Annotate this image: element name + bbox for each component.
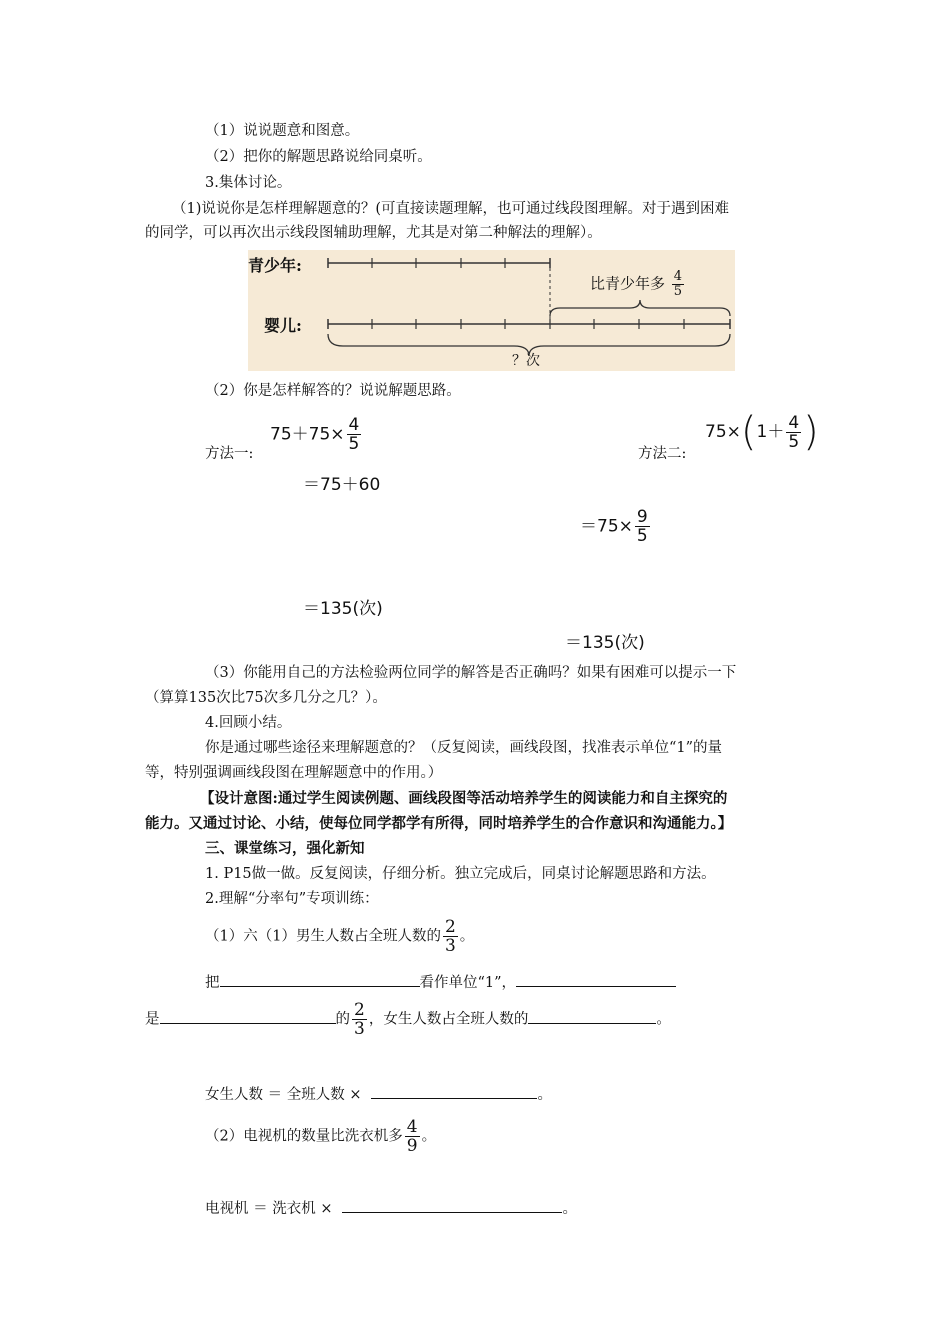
design-intent: 【设计意图:通过学生阅读例题、画线段图等活动培养学生的阅读能力和自主探究的 xyxy=(200,790,728,807)
segment-diagram xyxy=(248,250,735,371)
blank-line[interactable] xyxy=(342,1197,562,1213)
baby-label: 婴儿: xyxy=(264,316,302,335)
fraction-numerator: 4 xyxy=(348,415,360,435)
period: 。 xyxy=(562,1201,577,1217)
blank-line[interactable] xyxy=(220,971,420,987)
exercise2-lead-text: （2）电视机的数量比洗衣机多 xyxy=(205,1128,403,1145)
section-heading: 3.集体讨论。 xyxy=(205,175,292,191)
text-line: （算算135次比75次多几分之几？）。 xyxy=(145,690,387,706)
text-line: （1)说说你是怎样理解题意的？(可直接读题理解，也可通过线段图理解。对于遇到困难 xyxy=(172,201,730,217)
text-line: 2.理解“分率句”专项训练： xyxy=(205,891,379,907)
more-label xyxy=(590,270,686,299)
text-line: 你是通过哪些途径来理解题意的？（反复阅读，画线段图，找准表示单位“1”的量 xyxy=(205,740,723,756)
method2-step3: ＝135(次) xyxy=(565,633,645,653)
fraction-denominator: 5 xyxy=(636,526,648,546)
text-line: （2）你是怎样解答的？说说解题思路。 xyxy=(205,383,461,399)
fraction-denominator: 3 xyxy=(444,936,456,956)
blank-line[interactable] xyxy=(516,971,676,987)
method2-label: 方法二: xyxy=(638,446,687,462)
exercise1-equation xyxy=(205,1082,552,1108)
method2-step2 xyxy=(580,508,652,545)
fraction-numerator: 4 xyxy=(673,269,683,284)
more-fraction xyxy=(672,270,684,299)
section-heading: 4.回顾小结。 xyxy=(205,715,292,731)
fraction-numerator: 4 xyxy=(406,1117,418,1137)
paren-close: ) xyxy=(803,409,819,455)
method1-expr-text: 75＋75× xyxy=(270,424,345,445)
paren-open: ( xyxy=(740,409,757,455)
fraction-numerator: 2 xyxy=(354,1000,365,1020)
method2-step2-text: ＝75× xyxy=(580,516,633,537)
text-line: 的同学，可以再次出示线段图辅助理解，尤其是对第二种解法的理解）。 xyxy=(145,225,602,241)
method1-label: 方法一: xyxy=(205,446,254,462)
method2-inner: 1＋ xyxy=(756,422,785,442)
section-heading: 三、课堂练习，强化新知 xyxy=(205,840,365,857)
fraction-denominator: 5 xyxy=(788,431,800,452)
design-intent: 能力。又通过讨论、小结，使每位同学都学有所得，同时培养学生的合作意识和沟通能力。】 xyxy=(145,815,733,832)
period: 。 xyxy=(656,1011,671,1028)
fraction-denominator: 9 xyxy=(406,1136,418,1156)
period: 。 xyxy=(459,928,475,945)
fill-text: ，女生人数占全班人数的 xyxy=(368,1011,529,1028)
blank-line[interactable] xyxy=(160,1008,336,1024)
text-line: 1. P15做一做。反复阅读，仔细分析。独立完成后，同桌讨论解题思路和方法。 xyxy=(205,866,716,882)
blank-line[interactable] xyxy=(371,1083,537,1099)
exercise1-lead xyxy=(205,918,474,955)
segment-diagram-svg xyxy=(248,250,735,371)
exercise1-lead-text: （1）六（1）男生人数占全班人数的 xyxy=(205,928,441,945)
fill-text: 把 xyxy=(205,975,220,991)
fill-text: 是 xyxy=(145,1011,160,1028)
blank-line[interactable] xyxy=(528,1008,656,1024)
text-line: （1）说说题意和图意。 xyxy=(205,123,360,139)
exercise1-fill2 xyxy=(145,1001,671,1038)
fraction-numerator: 9 xyxy=(636,507,648,527)
method2-expr xyxy=(705,409,819,455)
fraction-numerator: 4 xyxy=(788,412,800,433)
text-line: 等，特别强调画线段图在理解题意中的作用。） xyxy=(145,765,443,781)
exercise2-lead xyxy=(205,1118,436,1155)
fill-text: 看作单位“1”， xyxy=(419,975,517,991)
teen-label: 青少年: xyxy=(248,256,302,275)
fraction-numerator: 2 xyxy=(444,917,456,937)
exercise1-fill1 xyxy=(205,970,676,996)
text-line: （2）把你的解题思路说给同桌听。 xyxy=(205,149,432,165)
equation-text: 女生人数 ＝ 全班人数 × xyxy=(205,1087,362,1103)
period: 。 xyxy=(537,1087,552,1103)
method1-step2: ＝75＋60 xyxy=(303,475,381,495)
fraction-denominator: 3 xyxy=(354,1019,365,1039)
method2-step2-fraction xyxy=(635,508,650,545)
equation-text: 电视机 ＝ 洗衣机 × xyxy=(205,1201,333,1217)
method2-fraction xyxy=(786,414,801,451)
total-label: ？次 xyxy=(512,353,540,369)
fill-text: 的 xyxy=(335,1011,350,1028)
method1-fraction xyxy=(347,416,362,453)
period: 。 xyxy=(421,1128,437,1145)
exercise2-fraction xyxy=(405,1118,420,1155)
exercise1-fraction2 xyxy=(352,1001,367,1038)
more-label-text: 比青少年多 xyxy=(590,274,666,293)
fraction-denominator: 5 xyxy=(348,434,360,454)
method2-expr-text: 75× xyxy=(705,422,741,442)
exercise1-fraction xyxy=(443,918,458,955)
text-line: （3）你能用自己的方法检验两位同学的解答是否正确吗？如果有困难可以提示一下 xyxy=(205,665,737,681)
method1-expr xyxy=(270,416,363,453)
fraction-denominator: 5 xyxy=(673,284,683,299)
exercise2-equation xyxy=(205,1196,577,1222)
method1-step3: ＝135(次) xyxy=(303,599,383,619)
